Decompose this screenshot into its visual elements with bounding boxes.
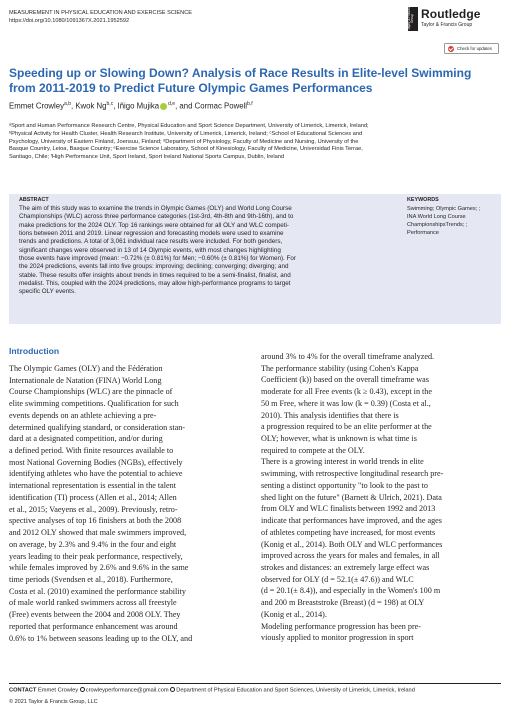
body-line: Modeling performance progression has been pre- xyxy=(261,621,421,631)
contact-line xyxy=(9,687,415,694)
body-line: indicate that performances have improved, and the ages xyxy=(261,516,442,526)
abstract-line: trends and predictions. A total of 3,061 individual race results were included. For both genders, xyxy=(19,238,283,246)
author-affil-ref: b,c xyxy=(106,101,114,107)
body-line: around 3% to 4% for the overall timeframe analyzed. xyxy=(261,352,435,361)
abstract-line: make predictions for the 2024 OLY. Top 16 rankings were obtained for all OLY and WLC competi- xyxy=(19,221,289,229)
body-line: (Konig et al., 2014). Both OLY and WLC performances xyxy=(261,539,443,549)
author-list xyxy=(9,101,501,111)
body-line: from OLY and WLC finalists between 1992 and 2013 xyxy=(261,504,436,514)
body-line: spective analyses of top 16 finishers at both the 2008 xyxy=(9,516,182,526)
affiliation-line: Santiago, Chile; ᶠHigh Performance Unit, Sport Ireland, Sport Ireland National Sports Campus, Dublin, Ireland xyxy=(9,154,285,161)
check-updates-label: Check for updates xyxy=(457,46,492,51)
body-line: identifying athletes who have the potential to achieve xyxy=(9,469,183,479)
body-line: OLY; however, what is unknown is what time is xyxy=(261,434,417,444)
body-line: (Konig et al., 2014). xyxy=(261,609,327,619)
body-line: Course Championships (WLC) are the pinnacle of xyxy=(9,387,173,397)
body-line: identification (TI) process (Allen et al., 2014; Allen xyxy=(9,492,177,502)
body-line: a defined period. With finite resources available to xyxy=(9,446,174,456)
body-line: senting a distinct opportunity "to look to the past to xyxy=(261,480,428,490)
body-line: 2010). This analysis identifies that there is xyxy=(261,410,399,420)
body-line: of male world ranked swimmers across all freestyle xyxy=(9,598,177,608)
abstract-line: significant changes were observed in 13 of 14 Olympic events, with most changes highlighting xyxy=(19,246,281,254)
abstract-box xyxy=(9,194,501,324)
journal-header xyxy=(9,10,192,25)
abstract-text xyxy=(19,205,399,297)
body-line: of athletes competing have increased, for most events xyxy=(261,527,436,537)
body-line: observed for OLY (d = 52.1(± 47.6)) and WLC xyxy=(261,574,414,584)
abstract-line: The aim of this study was to examine the trends in Olympic Games (OLY) and World Long Course xyxy=(19,205,292,212)
author-name: , Kwok Ng xyxy=(70,101,107,111)
affiliation-line: Psychology, University of Eastern Finland, Joensuu, Finland; ᵈDepartment of Physiology, Faculty of Medicine and Nursing, University of the xyxy=(9,138,359,145)
journal-name: MEASUREMENT IN PHYSICAL EDUCATION AND EXERCISE SCIENCE xyxy=(9,10,192,16)
abstract-heading: ABSTRACT xyxy=(19,197,49,203)
body-line: a progression required to be an elite performer at the xyxy=(261,422,432,432)
introduction-heading: Introduction xyxy=(9,346,60,356)
body-column-right xyxy=(261,351,502,644)
body-line: shed light on the future" (Barnett & Ulrich, 2021). Data xyxy=(261,492,442,502)
keywords-line: ChampionshipsTrends; ; xyxy=(407,222,468,228)
body-line: time periods (Svendsen et al., 2018). Furthermore, xyxy=(9,574,173,584)
contact-email-link[interactable]: crowleyperformance@gmail.com xyxy=(85,687,169,694)
body-line: (d = 20.1(± 8.4)), and especially in the Women's 100 m xyxy=(261,586,441,596)
article-title xyxy=(9,66,501,96)
affiliation-line: ᵃSport and Human Performance Research Centre, Physical Education and Sport Science Department, University of Limerick, Limerick, Ireland; xyxy=(9,123,369,129)
author-name: , and Cormac Powell xyxy=(175,101,248,111)
body-line: reported that performance enhancement was around xyxy=(9,621,178,631)
contact-label: CONTACT xyxy=(9,687,37,694)
body-line: events depends on an athlete achieving a pre- xyxy=(9,410,157,420)
keywords-line: Swimming; Olympic Games; ; xyxy=(407,206,481,212)
body-line: There is a growing interest in world trends in elite xyxy=(261,457,424,467)
publisher-subtitle: Taylor & Francis Group xyxy=(421,22,473,28)
contact-department: Department of Physical Education and Sport Sciences, University of Limerick, Limerick, Ireland xyxy=(176,687,415,694)
body-line: international representation is essential in the talent xyxy=(9,481,176,491)
publisher-name: Routledge xyxy=(421,7,481,21)
body-line: moderate for all Free events (k ≥ 0.43), except in the xyxy=(261,387,432,397)
body-line: (Free) events between the 2004 and 2008 OLY. They xyxy=(9,610,181,620)
email-icon xyxy=(80,687,85,692)
abstract-line: Championships (WLC) across three performance categories (1st-3rd, 4th-8th and 9th-16th), and to xyxy=(19,213,294,221)
body-line: and 2012 OLY showed that male swimmers improved, xyxy=(9,528,187,538)
author-name: Emmet Crowley xyxy=(9,101,65,111)
abstract-line: stable. These results offer insights about trends in times required to be a semi-finalist, finalist, and xyxy=(19,271,291,279)
copyright-notice: © 2021 Taylor & Francis Group, LLC xyxy=(9,699,98,705)
check-updates-icon xyxy=(448,46,454,52)
body-line: strokes and distances: an extremely large effect was xyxy=(261,562,430,572)
publisher-mark-icon: Taylor & Francis Group xyxy=(408,7,418,31)
body-line: while females improved by 2.6% and 9.6% in the same xyxy=(9,563,189,573)
body-line: elite swimming competitions. Qualification for such xyxy=(9,399,179,409)
address-icon xyxy=(170,687,175,692)
abstract-line: specific OLY events. xyxy=(19,288,76,296)
abstract-line: medalist. This, coupled with the 2024 predictions, may allow high-performance programs to target xyxy=(19,280,291,288)
body-line: 50 m Free, where it was low (k = 0.39) (Costa et al., xyxy=(261,398,431,408)
body-column-left xyxy=(9,363,250,644)
body-line: Coefficient (k)) based on the overall timeframe was xyxy=(261,375,429,385)
abstract-line: those events have improved (mean: −0.72% (± 0.81%) for Men; −0.60% (± 0.81%) for Women). For xyxy=(19,255,296,263)
body-line: Internationale de Natation (FINA) World Long xyxy=(9,375,162,385)
body-line: swimming, with retrospective longitudinal research pre- xyxy=(261,469,444,479)
affiliations xyxy=(9,123,501,162)
body-line: required to compete at the OLY. xyxy=(261,445,365,455)
keywords-heading: KEYWORDS xyxy=(407,197,439,203)
body-line: viously applied to monitor progression in sport xyxy=(261,633,414,643)
affiliation-line: ᵇPhysical Activity for Health Cluster, Health Research Institute, University of Limerick, Limerick, Ireland; ᶜSchool of Educational Sciences and xyxy=(9,130,363,137)
affiliation-line: Basque Country, Leioa, Basque Country; ᵉExercise Science Laboratory, School of Kinesiology, Faculty of Medicine, Universidad Finis Terrae, xyxy=(9,146,363,153)
article-title-line: Speeding up or Slowing Down? Analysis of Race Results in Elite-level Swimming xyxy=(9,66,472,80)
body-line: dard at a designated competition, and/or during xyxy=(9,434,163,444)
article-title-line: from 2011-2019 to Predict Future Olympic Games Performances xyxy=(9,81,373,95)
body-line: most National Governing Bodies (NGBs), effectively xyxy=(9,457,183,467)
abstract-line: the 2024 predictions, events fall into five groups: improving; declining; converging; diverging; and xyxy=(19,263,289,271)
body-line: years leading to their peak performance, respectively, xyxy=(9,551,183,561)
contact-name: Emmet Crowley xyxy=(37,687,79,694)
body-line: and 200 m Breaststroke (Breast) (d = 198) at OLY xyxy=(261,598,425,608)
author-affil-ref: b,f xyxy=(247,101,253,107)
body-line: determined qualifying standard, or consideration stan- xyxy=(9,422,185,432)
body-line: on average, by 2.3% and 9.4% in the four and eight xyxy=(9,539,177,549)
keywords-line: INA World Long Course xyxy=(407,214,466,220)
body-line: Costa et al. (2010) examined the performance stability xyxy=(9,586,186,596)
footer-divider xyxy=(9,683,501,684)
publisher-logo[interactable] xyxy=(408,6,504,32)
author-affil-ref: d,e xyxy=(168,101,176,107)
body-line: The Olympic Games (OLY) and the Fédération xyxy=(9,364,163,373)
body-line: et al., 2015; Vaeyens et al., 2009). Previously, retro- xyxy=(9,504,178,514)
body-line: improved across the years for males and females, in all xyxy=(261,551,440,561)
abstract-line: tions between 2011 and 2019. Linear regression and forecasting models were used to examine xyxy=(19,230,284,238)
body-line: 0.6% to 1% between seasons leading up to the OLY, and xyxy=(9,633,193,643)
check-for-updates-button[interactable] xyxy=(444,43,499,54)
doi-link[interactable]: https://doi.org/10.1080/1091367X.2021.1952592 xyxy=(9,17,130,24)
body-line: The performance stability (using Cohen's Kappa xyxy=(261,363,419,373)
keywords-list xyxy=(407,205,499,237)
orcid-icon[interactable] xyxy=(160,103,167,110)
keywords-line: Performance xyxy=(407,230,440,236)
author-affil-ref: a,b xyxy=(64,101,71,107)
author-name: , Iñigo Mujika xyxy=(113,101,160,111)
